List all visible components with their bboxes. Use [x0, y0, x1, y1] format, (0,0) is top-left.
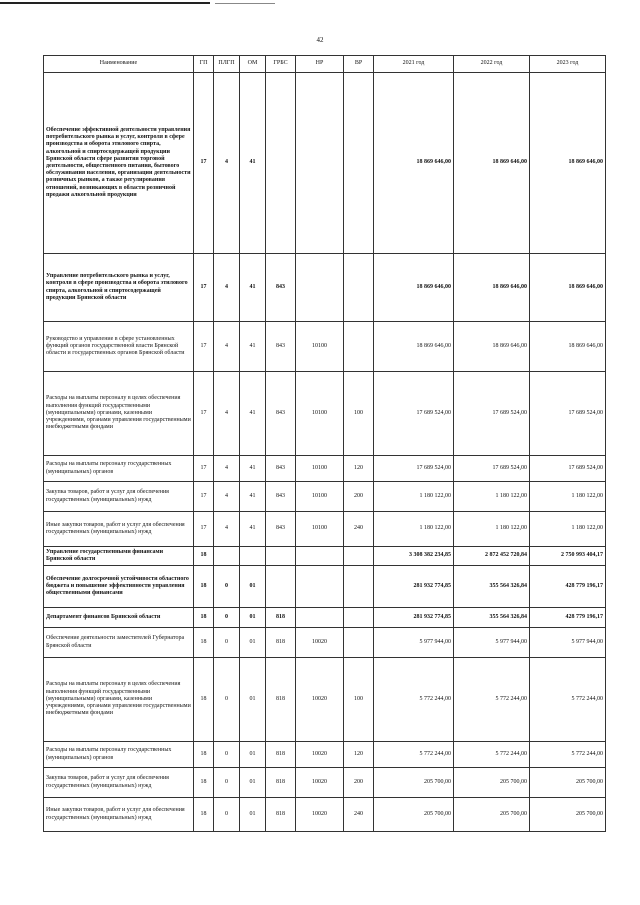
- row-2023: 5 977 944,00: [530, 628, 606, 658]
- row-grbs: 843: [266, 482, 296, 512]
- row-name: Расходы на выплаты персоналу государственных (муниципальных) органов: [44, 742, 194, 768]
- row-om: 41: [240, 372, 266, 456]
- row-grbs: 843: [266, 372, 296, 456]
- row-2022: 205 700,00: [454, 768, 530, 798]
- row-om: 01: [240, 628, 266, 658]
- row-plgp: 0: [214, 608, 240, 628]
- table-body: [44, 73, 606, 832]
- row-2022: 1 180 122,00: [454, 512, 530, 547]
- row-2022: 355 564 326,84: [454, 608, 530, 628]
- row-vr: [344, 608, 374, 628]
- row-2023: 17 689 524,00: [530, 456, 606, 482]
- row-2021: 5 772 244,00: [374, 658, 454, 742]
- row-gp: 17: [194, 482, 214, 512]
- table-row: [44, 658, 606, 742]
- row-gp: 18: [194, 798, 214, 832]
- row-nr: 10100: [296, 456, 344, 482]
- row-gp: 18: [194, 768, 214, 798]
- scan-top-rule-short: [215, 3, 275, 4]
- row-grbs: [266, 547, 296, 566]
- row-vr: 200: [344, 482, 374, 512]
- row-nr: 10020: [296, 742, 344, 768]
- row-name: Расходы на выплаты персоналу государственных (муниципальных) органов: [44, 456, 194, 482]
- row-plgp: 4: [214, 254, 240, 322]
- row-2023: 18 869 646,00: [530, 322, 606, 372]
- row-nr: 10100: [296, 512, 344, 547]
- row-om: 01: [240, 658, 266, 742]
- row-2021: 5 977 944,00: [374, 628, 454, 658]
- row-name: Управление государственными финансами Брянской области: [44, 547, 194, 566]
- row-gp: 17: [194, 512, 214, 547]
- row-name: Иные закупки товаров, работ и услуг для обеспечения государственных (муниципальных) нужд: [44, 512, 194, 547]
- row-2022: 18 869 646,00: [454, 254, 530, 322]
- row-gp: 18: [194, 742, 214, 768]
- row-2022: 18 869 646,00: [454, 322, 530, 372]
- row-gp: 17: [194, 254, 214, 322]
- row-gp: 18: [194, 658, 214, 742]
- row-plgp: 4: [214, 456, 240, 482]
- col-header-2021: 2021 год: [374, 56, 454, 73]
- table-row: [44, 322, 606, 372]
- col-header-vr: ВР: [344, 56, 374, 73]
- row-2023: 5 772 244,00: [530, 658, 606, 742]
- row-gp: 17: [194, 322, 214, 372]
- row-plgp: 0: [214, 768, 240, 798]
- row-name: Руководство и управление в сфере установленных функций органов государственной власти Брянской области и государственных органов Брянской области: [44, 322, 194, 372]
- row-2021: 18 869 646,00: [374, 322, 454, 372]
- table-row: [44, 798, 606, 832]
- row-plgp: 0: [214, 628, 240, 658]
- row-2023: 428 779 196,17: [530, 566, 606, 608]
- row-2021: 18 869 646,00: [374, 73, 454, 254]
- table-row: [44, 566, 606, 608]
- row-grbs: 818: [266, 798, 296, 832]
- row-nr: [296, 547, 344, 566]
- row-2021: 5 772 244,00: [374, 742, 454, 768]
- row-2022: 5 977 944,00: [454, 628, 530, 658]
- row-grbs: 818: [266, 628, 296, 658]
- row-2022: 1 180 122,00: [454, 482, 530, 512]
- row-om: 01: [240, 608, 266, 628]
- row-name: Иные закупки товаров, работ и услуг для обеспечения государственных (муниципальных) нужд: [44, 798, 194, 832]
- row-om: 41: [240, 322, 266, 372]
- row-2021: 1 180 122,00: [374, 482, 454, 512]
- col-header-gp: ГП: [194, 56, 214, 73]
- row-2022: 5 772 244,00: [454, 742, 530, 768]
- row-name: Расходы на выплаты персоналу в целях обеспечения выполнения функций государственными (муниципальными) органами, казенными учреждениями, органами управления государственными внебюджетными фондами: [44, 372, 194, 456]
- col-header-nr: НР: [296, 56, 344, 73]
- row-2022: 205 700,00: [454, 798, 530, 832]
- row-plgp: 4: [214, 73, 240, 254]
- row-2023: 205 700,00: [530, 768, 606, 798]
- table-row: [44, 628, 606, 658]
- row-grbs: [266, 566, 296, 608]
- row-vr: [344, 547, 374, 566]
- table-row: [44, 372, 606, 456]
- row-nr: 10100: [296, 482, 344, 512]
- table-row: [44, 608, 606, 628]
- row-name: Закупка товаров, работ и услуг для обеспечения государственных (муниципальных) нужд: [44, 482, 194, 512]
- row-2023: 1 180 122,00: [530, 512, 606, 547]
- row-grbs: [266, 73, 296, 254]
- row-name: Департамент финансов Брянской области: [44, 608, 194, 628]
- budget-table: [43, 55, 606, 832]
- col-header-plgp: ПЛГП: [214, 56, 240, 73]
- row-vr: 200: [344, 768, 374, 798]
- col-header-2022: 2022 год: [454, 56, 530, 73]
- row-vr: 100: [344, 658, 374, 742]
- row-grbs: 818: [266, 658, 296, 742]
- row-name: Обеспечение долгосрочной устойчивости областного бюджета и повышение эффективности управления общественными финансами: [44, 566, 194, 608]
- table-row: [44, 482, 606, 512]
- row-name: Расходы на выплаты персоналу в целях обеспечения выполнения функций государственными (муниципальными) органами, казенными учреждениями, органами управления государственными внебюджетными фондами: [44, 658, 194, 742]
- row-2021: 205 700,00: [374, 768, 454, 798]
- row-2023: 205 700,00: [530, 798, 606, 832]
- row-grbs: 818: [266, 608, 296, 628]
- row-nr: [296, 254, 344, 322]
- row-name: Управление потребительского рынка и услуг, контроля в сфере производства и оборота этилового спирта, алкогольной и спиртосодержащей продукции Брянской области: [44, 254, 194, 322]
- row-2021: 3 308 382 234,85: [374, 547, 454, 566]
- row-vr: 100: [344, 372, 374, 456]
- row-plgp: 4: [214, 372, 240, 456]
- table-row: [44, 512, 606, 547]
- table-row: [44, 742, 606, 768]
- table-row: [44, 73, 606, 254]
- row-2023: 5 772 244,00: [530, 742, 606, 768]
- row-name: Обеспечение эффективной деятельности управления потребительского рынка и услуг, контроля в сфере производства и оборота этилового спирта, алкогольной и спиртосодержащей продукции Брянской области сфере развития торговой деятельности, общественного питания, бытового обслуживания населения, организации деятельности розничных рынков, а также регулирования отношений, возникающих в области розничной продажи алкогольной продукции: [44, 73, 194, 254]
- row-nr: 10020: [296, 798, 344, 832]
- row-nr: [296, 73, 344, 254]
- row-om: [240, 547, 266, 566]
- row-nr: 10020: [296, 628, 344, 658]
- table-row: [44, 547, 606, 566]
- row-vr: [344, 322, 374, 372]
- row-nr: 10100: [296, 372, 344, 456]
- row-2021: 18 869 646,00: [374, 254, 454, 322]
- table-row: [44, 456, 606, 482]
- col-header-name: Наименование: [44, 56, 194, 73]
- row-gp: 17: [194, 73, 214, 254]
- row-plgp: 0: [214, 742, 240, 768]
- table-row: [44, 768, 606, 798]
- row-vr: 120: [344, 742, 374, 768]
- row-2022: 2 872 452 720,84: [454, 547, 530, 566]
- row-2023: 2 750 993 404,17: [530, 547, 606, 566]
- row-grbs: 818: [266, 768, 296, 798]
- row-grbs: 818: [266, 742, 296, 768]
- row-vr: 240: [344, 798, 374, 832]
- row-2021: 281 932 774,85: [374, 566, 454, 608]
- row-2023: 18 869 646,00: [530, 254, 606, 322]
- row-grbs: 843: [266, 512, 296, 547]
- row-om: 01: [240, 566, 266, 608]
- table-row: [44, 254, 606, 322]
- row-plgp: 0: [214, 658, 240, 742]
- col-header-grbs: ГРБС: [266, 56, 296, 73]
- page-number: 42: [316, 36, 324, 44]
- row-nr: 10020: [296, 658, 344, 742]
- row-vr: [344, 73, 374, 254]
- row-2021: 17 689 524,00: [374, 372, 454, 456]
- row-plgp: 4: [214, 322, 240, 372]
- row-nr: [296, 566, 344, 608]
- row-om: 01: [240, 768, 266, 798]
- row-name: Закупка товаров, работ и услуг для обеспечения государственных (муниципальных) нужд: [44, 768, 194, 798]
- row-2021: 205 700,00: [374, 798, 454, 832]
- row-plgp: 0: [214, 798, 240, 832]
- row-2022: 17 689 524,00: [454, 456, 530, 482]
- row-om: 01: [240, 742, 266, 768]
- row-om: 01: [240, 798, 266, 832]
- row-2021: 1 180 122,00: [374, 512, 454, 547]
- row-grbs: 843: [266, 322, 296, 372]
- row-gp: 18: [194, 608, 214, 628]
- row-nr: 10020: [296, 768, 344, 798]
- row-om: 41: [240, 512, 266, 547]
- row-vr: [344, 566, 374, 608]
- row-om: 41: [240, 254, 266, 322]
- row-vr: [344, 628, 374, 658]
- row-2022: 355 564 326,84: [454, 566, 530, 608]
- row-om: 41: [240, 482, 266, 512]
- row-2023: 1 180 122,00: [530, 482, 606, 512]
- row-nr: 10100: [296, 322, 344, 372]
- row-om: 41: [240, 73, 266, 254]
- row-grbs: 843: [266, 456, 296, 482]
- row-2022: 17 689 524,00: [454, 372, 530, 456]
- row-gp: 18: [194, 566, 214, 608]
- row-vr: 240: [344, 512, 374, 547]
- row-gp: 18: [194, 628, 214, 658]
- col-header-om: ОМ: [240, 56, 266, 73]
- row-grbs: 843: [266, 254, 296, 322]
- row-vr: [344, 254, 374, 322]
- row-name: Обеспечение деятельности заместителей Губернатора Брянской области: [44, 628, 194, 658]
- table-header-row: [44, 56, 606, 73]
- row-2022: 18 869 646,00: [454, 73, 530, 254]
- row-gp: 18: [194, 547, 214, 566]
- row-plgp: [214, 547, 240, 566]
- row-2021: 17 689 524,00: [374, 456, 454, 482]
- row-2021: 281 932 774,85: [374, 608, 454, 628]
- row-om: 41: [240, 456, 266, 482]
- scan-top-rule: [0, 2, 210, 4]
- row-nr: [296, 608, 344, 628]
- col-header-2023: 2023 год: [530, 56, 606, 73]
- row-vr: 120: [344, 456, 374, 482]
- row-plgp: 4: [214, 512, 240, 547]
- row-2023: 18 869 646,00: [530, 73, 606, 254]
- row-2022: 5 772 244,00: [454, 658, 530, 742]
- row-plgp: 0: [214, 566, 240, 608]
- row-plgp: 4: [214, 482, 240, 512]
- row-2023: 17 689 524,00: [530, 372, 606, 456]
- row-gp: 17: [194, 456, 214, 482]
- row-2023: 428 779 196,17: [530, 608, 606, 628]
- row-gp: 17: [194, 372, 214, 456]
